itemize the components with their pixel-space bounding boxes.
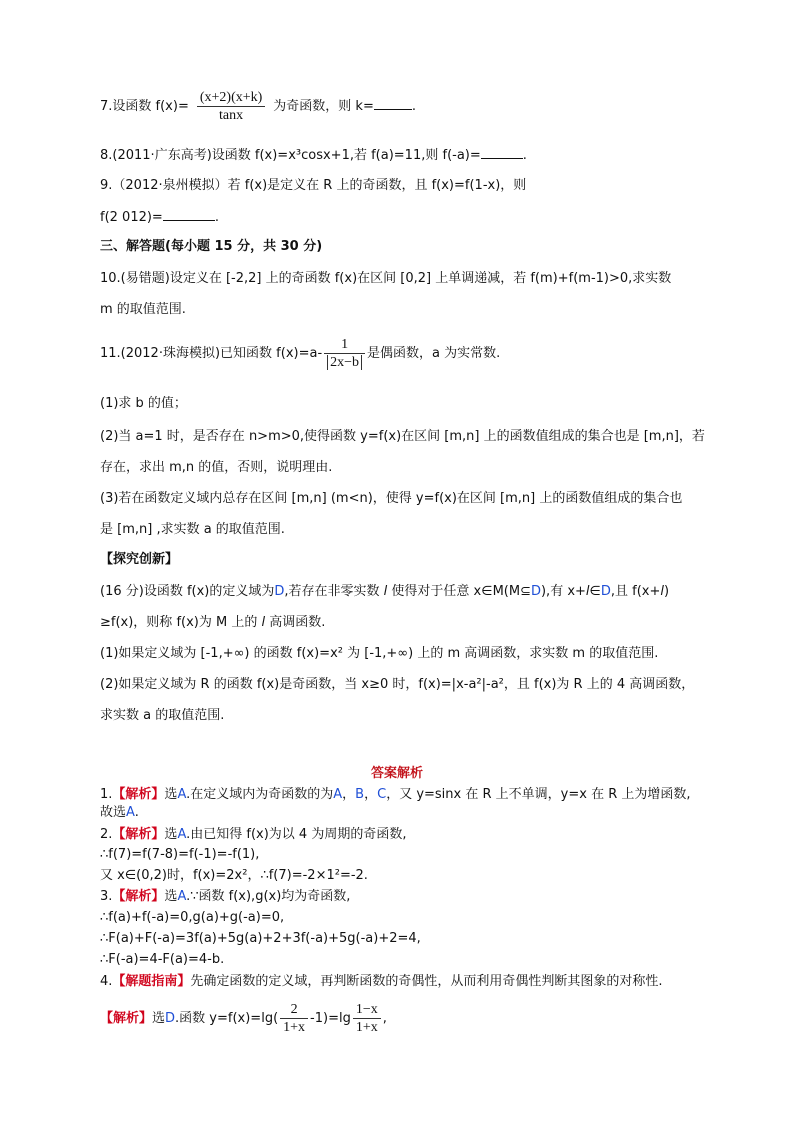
- q11-denominator: [324, 354, 365, 371]
- section-3-heading: 三、解答题(每小题 15 分，共 30 分): [100, 239, 323, 254]
- q12-text-a: (16 分)设函数 f(x)的定义域为: [100, 584, 275, 599]
- a4-number: 4.: [100, 974, 113, 989]
- a3-text-a: 选: [164, 889, 178, 904]
- question-11-part1: (1)求 b 的值；: [100, 396, 187, 411]
- a4-text-c: -1)=lg: [310, 1011, 351, 1026]
- q12-symbol-D3: D: [600, 584, 611, 599]
- q12-text-c: 使得对于任意 x∈M(M⊆: [387, 584, 531, 599]
- answer-3-line4: ∴F(-a)=4-F(a)=4-b.: [100, 952, 225, 967]
- q12-text-g: ): [664, 584, 670, 599]
- answer-2-line3: 又 x∈(0,2)时，f(x)=2x²，∴f(7)=-2×1²=-2.: [100, 868, 368, 883]
- q12-text-f: ,且 f(x+: [610, 584, 661, 599]
- q11-abs-value: 2x−b: [327, 355, 362, 370]
- q11-prefix: 11.(2012·珠海模拟)已知函数 f(x)=a-: [100, 346, 323, 361]
- answers-heading: 答案解析: [370, 766, 423, 781]
- q8-text: 8.(2011·广东高考)设函数 f(x)=x³cosx+1,若 f(a)=11,则 f(-a)=: [100, 148, 481, 163]
- a4-text-a: 选: [152, 1011, 166, 1026]
- q11-suffix: 是偶函数，a 为实常数.: [367, 346, 501, 361]
- a1-end: .: [134, 805, 139, 820]
- q8-end: .: [522, 148, 527, 163]
- a4-analysis-tag: 【解析】: [100, 1011, 153, 1026]
- a3-text-b: .∵函数 f(x),g(x)均为奇函数,: [186, 889, 351, 904]
- a4-frac1-num: 2: [280, 1001, 308, 1019]
- q12-text-e: ∈: [589, 584, 601, 599]
- a1-sep2: ，: [364, 787, 378, 802]
- a1-option-a: A: [333, 787, 343, 802]
- a4-choice: D: [165, 1011, 176, 1026]
- q7-denominator: tanx: [219, 108, 244, 123]
- q12-text-i: 高调函数.: [265, 615, 326, 630]
- q7-prefix: 7.设函数 f(x)=: [100, 99, 189, 114]
- a4-guide-tag: 【解题指南】: [112, 974, 191, 989]
- q9-prefix: f(2 012)=: [100, 210, 163, 225]
- q7-suffix: 为奇函数，则 k=: [273, 99, 374, 114]
- a1-sep1: ，: [342, 787, 356, 802]
- q12-symbol-l: l: [383, 584, 388, 599]
- q12-text-b: ,若存在非零实数: [284, 584, 384, 599]
- answer-3-line2: ∴f(a)+f(-a)=0,g(a)+g(-a)=0,: [100, 910, 285, 925]
- q7-end: .: [411, 99, 416, 114]
- a1-number: 1.: [100, 787, 113, 802]
- a4-frac2-den: 1+x: [355, 1020, 378, 1035]
- answer-3-line1: [100, 888, 350, 906]
- explore-heading: 【探究创新】: [100, 552, 179, 567]
- a2-tag: 【解析】: [112, 827, 165, 842]
- q7-numerator: (x+2)(x+k): [197, 89, 265, 107]
- answer-2-line2: ∴f(7)=f(7-8)=f(-1)=-f(1),: [100, 847, 260, 862]
- a3-tag: 【解析】: [112, 889, 165, 904]
- a4-text-b: .函数 y=f(x)=lg(: [175, 1011, 279, 1026]
- question-11: [100, 334, 500, 374]
- a1-choice: A: [177, 787, 187, 802]
- q12-symbol-l4: l: [261, 615, 266, 630]
- a2-choice: A: [177, 827, 187, 842]
- q11-numerator: 1: [324, 336, 365, 354]
- a1-text-b: .在定义域内为奇函数的为: [186, 787, 334, 802]
- q12-symbol-l2: l: [585, 584, 590, 599]
- a4-frac1-den: 1+x: [283, 1020, 306, 1035]
- a1-option-c: C: [377, 787, 387, 802]
- q12-text-h: ≥f(x)，则称 f(x)为 M 上的: [100, 615, 262, 630]
- q9-answer-blank[interactable]: [163, 208, 215, 221]
- a1-option-b: B: [355, 787, 365, 802]
- question-11-part3-line2: 是 [m,n] ,求实数 a 的取值范围.: [100, 522, 285, 537]
- q8-answer-blank[interactable]: [481, 146, 523, 159]
- q12-symbol-D2: D: [530, 584, 541, 599]
- a2-text-a: 选: [164, 827, 178, 842]
- question-12-line2: [100, 614, 325, 632]
- question-10-line2: m 的取值范围.: [100, 302, 186, 317]
- q11-fraction: [324, 336, 365, 371]
- question-8: [100, 146, 527, 165]
- question-12-part2-line2: 求实数 a 的取值范围.: [100, 708, 225, 723]
- a2-text-b: .由已知得 f(x)为以 4 为周期的奇函数,: [186, 827, 407, 842]
- answer-1-line2: [100, 804, 139, 822]
- a1-text-a: 选: [164, 787, 178, 802]
- a1-tag: 【解析】: [112, 787, 165, 802]
- question-10-line1: 10.(易错题)设定义在 [-2,2] 上的奇函数 f(x)在区间 [0,2] 上单调递减，若 f(m)+f(m-1)>0,求实数: [100, 271, 672, 286]
- answer-2-line1: [100, 826, 406, 844]
- question-12-line1: [100, 583, 669, 601]
- question-9-line2: [100, 208, 219, 227]
- question-9-line1: 9.（2012·泉州模拟）若 f(x)是定义在 R 上的奇函数，且 f(x)=f(1-x)，则: [100, 178, 527, 193]
- answer-4-guide: [100, 973, 663, 991]
- a4-end: ,: [382, 1011, 387, 1026]
- answer-1-line1: [100, 786, 691, 804]
- answer-4-analysis: [100, 1000, 387, 1038]
- a4-fraction-1: [280, 1001, 308, 1036]
- a3-choice: A: [177, 889, 187, 904]
- a1-line2: 故选: [100, 805, 127, 820]
- a4-guide-text: 先确定函数的定义域，再判断函数的奇偶性，从而利用奇偶性判断其图象的对称性.: [190, 974, 663, 989]
- a2-number: 2.: [100, 827, 113, 842]
- question-12-part2-line1: (2)如果定义域为 R 的函数 f(x)是奇函数，当 x≥0 时，f(x)=|x-a²|-a²，且 f(x)为 R 上的 4 高调函数，: [100, 677, 695, 692]
- q9-end: .: [214, 210, 219, 225]
- question-7: [100, 88, 416, 126]
- answer-3-line3: ∴F(a)+F(-a)=3f(a)+5g(a)+2+3f(-a)+5g(-a)+2=4,: [100, 931, 421, 946]
- a1-final-choice: A: [126, 805, 135, 820]
- q7-fraction: [197, 89, 265, 124]
- q12-symbol-D: D: [274, 584, 285, 599]
- question-11-part3-line1: (3)若在函数定义域内总存在区间 [m,n] (m<n)，使得 y=f(x)在区间 [m,n] 上的函数值组成的集合也: [100, 491, 683, 506]
- q7-answer-blank[interactable]: [374, 97, 412, 110]
- a1-text-c: ，又 y=sinx 在 R 上不单调，y=x 在 R 上为增函数,: [386, 787, 691, 802]
- question-11-part2-line2: 存在，求出 m,n 的值，否则，说明理由.: [100, 460, 333, 475]
- a4-fraction-2: [353, 1001, 381, 1036]
- q12-symbol-l3: l: [660, 584, 665, 599]
- a3-number: 3.: [100, 889, 113, 904]
- a4-frac2-num: 1−x: [353, 1001, 381, 1019]
- question-12-part1: (1)如果定义域为 [-1,+∞) 的函数 f(x)=x² 为 [-1,+∞) 上的 m 高调函数，求实数 m 的取值范围.: [100, 646, 659, 661]
- q12-text-d: ),有 x+: [540, 584, 586, 599]
- question-11-part2-line1: (2)当 a=1 时，是否存在 n>m>0,使得函数 y=f(x)在区间 [m,n] 上的函数值组成的集合也是 [m,n]，若: [100, 429, 705, 444]
